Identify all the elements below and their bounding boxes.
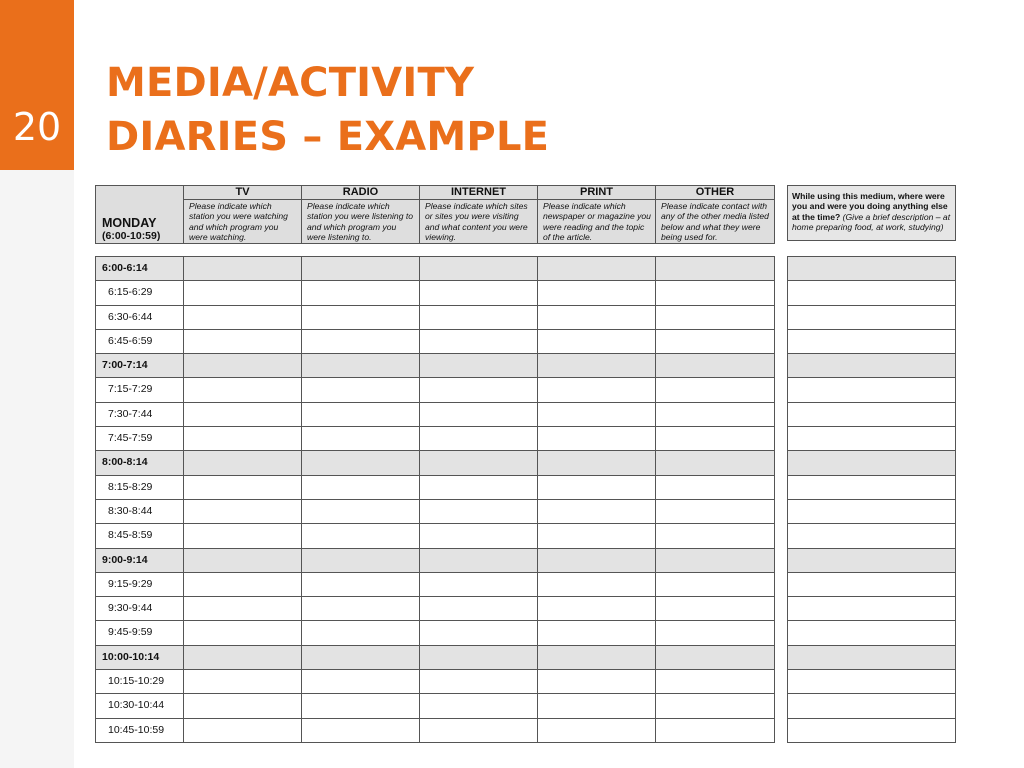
context-row [788, 281, 956, 305]
entry-cell-other[interactable] [656, 572, 775, 596]
context-row [788, 621, 956, 645]
time-slot-label: 8:00-8:14 [96, 451, 184, 475]
entry-cell-internet[interactable] [420, 427, 538, 451]
time-slot-row [96, 499, 775, 523]
entry-cell-tv[interactable] [184, 597, 302, 621]
entry-cell-tv[interactable] [184, 645, 302, 669]
entry-cell-tv[interactable] [184, 354, 302, 378]
slide-title-line-2: DIARIES – EXAMPLE [106, 114, 550, 160]
context-row [788, 670, 956, 694]
entry-cell-other[interactable] [656, 645, 775, 669]
time-slot-row [96, 645, 775, 669]
entry-cell-internet[interactable] [420, 329, 538, 353]
time-slot-row [96, 451, 775, 475]
time-slot-label: 8:30-8:44 [96, 499, 184, 523]
entry-cell-radio[interactable] [302, 621, 420, 645]
entry-cell-print[interactable] [538, 718, 656, 742]
column-header-other: OTHER [656, 186, 775, 200]
entry-cell-tv[interactable] [184, 524, 302, 548]
entry-cell-radio[interactable] [302, 427, 420, 451]
time-slot-label: 8:15-8:29 [96, 475, 184, 499]
entry-cell-print[interactable] [538, 670, 656, 694]
entry-cell-print[interactable] [538, 548, 656, 572]
entry-cell-tv[interactable] [184, 427, 302, 451]
entry-cell-print[interactable] [538, 305, 656, 329]
entry-cell-print[interactable] [538, 694, 656, 718]
time-slot-label: 7:15-7:29 [96, 378, 184, 402]
entry-cell-tv[interactable] [184, 670, 302, 694]
time-slot-label: 9:15-9:29 [96, 572, 184, 596]
context-entry-cell[interactable] [788, 329, 956, 353]
entry-cell-other[interactable] [656, 475, 775, 499]
diary-grid [95, 256, 775, 743]
context-row [788, 427, 956, 451]
slide-number-box [0, 0, 74, 170]
entry-cell-internet[interactable] [420, 524, 538, 548]
entry-cell-other[interactable] [656, 694, 775, 718]
entry-cell-print[interactable] [538, 451, 656, 475]
entry-cell-internet[interactable] [420, 572, 538, 596]
time-slot-row [96, 354, 775, 378]
entry-cell-radio[interactable] [302, 694, 420, 718]
context-entry-cell[interactable] [788, 645, 956, 669]
entry-cell-tv[interactable] [184, 475, 302, 499]
context-entry-cell[interactable] [788, 572, 956, 596]
time-slot-label: 6:15-6:29 [96, 281, 184, 305]
time-slot-label: 7:00-7:14 [96, 354, 184, 378]
time-slot-label: 9:30-9:44 [96, 597, 184, 621]
entry-cell-radio[interactable] [302, 305, 420, 329]
column-header-radio: RADIO [302, 186, 420, 200]
slide-title-line-1: MEDIA/ACTIVITY [106, 60, 475, 106]
entry-cell-other[interactable] [656, 524, 775, 548]
entry-cell-radio[interactable] [302, 597, 420, 621]
entry-cell-internet[interactable] [420, 451, 538, 475]
entry-cell-tv[interactable] [184, 281, 302, 305]
context-row [788, 499, 956, 523]
context-entry-cell[interactable] [788, 305, 956, 329]
entry-cell-print[interactable] [538, 427, 656, 451]
entry-cell-radio[interactable] [302, 281, 420, 305]
context-grid [787, 256, 956, 743]
entry-cell-other[interactable] [656, 718, 775, 742]
day-header-cell [96, 186, 184, 244]
entry-cell-radio[interactable] [302, 499, 420, 523]
time-slot-label: 10:00-10:14 [96, 645, 184, 669]
entry-cell-other[interactable] [656, 378, 775, 402]
entry-cell-radio[interactable] [302, 572, 420, 596]
time-slot-label: 10:30-10:44 [96, 694, 184, 718]
entry-cell-radio[interactable] [302, 524, 420, 548]
entry-cell-internet[interactable] [420, 645, 538, 669]
time-slot-row [96, 475, 775, 499]
entry-cell-print[interactable] [538, 572, 656, 596]
time-slot-label: 9:00-9:14 [96, 548, 184, 572]
entry-cell-radio[interactable] [302, 378, 420, 402]
time-slot-row [96, 402, 775, 426]
context-entry-cell[interactable] [788, 597, 956, 621]
entry-cell-print[interactable] [538, 499, 656, 523]
context-row [788, 305, 956, 329]
time-slot-row [96, 597, 775, 621]
context-row [788, 597, 956, 621]
entry-cell-print[interactable] [538, 475, 656, 499]
entry-cell-radio[interactable] [302, 475, 420, 499]
entry-cell-print[interactable] [538, 329, 656, 353]
time-slot-row [96, 524, 775, 548]
context-row [788, 402, 956, 426]
slide-number: 20 [12, 105, 62, 149]
slide-title [106, 56, 549, 164]
context-row [788, 645, 956, 669]
context-entry-cell[interactable] [788, 427, 956, 451]
context-entry-cell[interactable] [788, 354, 956, 378]
column-header-print: PRINT [538, 186, 656, 200]
context-entry-cell[interactable] [788, 548, 956, 572]
entry-cell-other[interactable] [656, 281, 775, 305]
entry-cell-internet[interactable] [420, 402, 538, 426]
time-slot-label: 6:30-6:44 [96, 305, 184, 329]
context-question-table [787, 185, 956, 241]
entry-cell-internet[interactable] [420, 597, 538, 621]
entry-cell-tv[interactable] [184, 621, 302, 645]
context-entry-cell[interactable] [788, 257, 956, 281]
entry-cell-internet[interactable] [420, 354, 538, 378]
entry-cell-tv[interactable] [184, 329, 302, 353]
time-slot-row [96, 718, 775, 742]
entry-cell-other[interactable] [656, 670, 775, 694]
day-label: MONDAY [102, 215, 157, 230]
context-entry-cell[interactable] [788, 499, 956, 523]
time-slot-row [96, 694, 775, 718]
time-slot-label: 6:00-6:14 [96, 257, 184, 281]
entry-cell-radio[interactable] [302, 402, 420, 426]
context-entry-cell[interactable] [788, 281, 956, 305]
entry-cell-internet[interactable] [420, 281, 538, 305]
entry-cell-print[interactable] [538, 378, 656, 402]
time-slot-label: 7:30-7:44 [96, 402, 184, 426]
entry-cell-radio[interactable] [302, 670, 420, 694]
time-slot-label: 10:45-10:59 [96, 718, 184, 742]
entry-cell-internet[interactable] [420, 621, 538, 645]
context-row [788, 451, 956, 475]
entry-cell-print[interactable] [538, 402, 656, 426]
entry-cell-radio[interactable] [302, 257, 420, 281]
time-slot-label: 9:45-9:59 [96, 621, 184, 645]
entry-cell-radio[interactable] [302, 329, 420, 353]
entry-cell-internet[interactable] [420, 257, 538, 281]
entry-cell-internet[interactable] [420, 694, 538, 718]
entry-cell-tv[interactable] [184, 548, 302, 572]
context-row [788, 354, 956, 378]
entry-cell-radio[interactable] [302, 548, 420, 572]
context-entry-cell[interactable] [788, 402, 956, 426]
entry-cell-internet[interactable] [420, 718, 538, 742]
column-description-internet: Please indicate which sites or sites you were visiting and what content you were viewing. [420, 200, 538, 244]
time-slot-row [96, 281, 775, 305]
context-row [788, 524, 956, 548]
entry-cell-internet[interactable] [420, 305, 538, 329]
column-description-other: Please indicate contact with any of the other media listed below and what they were being used for. [656, 200, 775, 244]
time-slot-row [96, 378, 775, 402]
time-slot-row [96, 329, 775, 353]
time-slot-row [96, 548, 775, 572]
context-row [788, 718, 956, 742]
entry-cell-print[interactable] [538, 645, 656, 669]
entry-cell-internet[interactable] [420, 670, 538, 694]
entry-cell-print[interactable] [538, 621, 656, 645]
entry-cell-tv[interactable] [184, 305, 302, 329]
entry-cell-tv[interactable] [184, 694, 302, 718]
context-entry-cell[interactable] [788, 475, 956, 499]
entry-cell-other[interactable] [656, 548, 775, 572]
column-description-radio: Please indicate which station you were listening to and which program you were listening to. [302, 200, 420, 244]
entry-cell-other[interactable] [656, 354, 775, 378]
entry-cell-tv[interactable] [184, 718, 302, 742]
entry-cell-print[interactable] [538, 354, 656, 378]
column-description-print: Please indicate which newspaper or magazine you were reading and the topic of the article. [538, 200, 656, 244]
context-row [788, 257, 956, 281]
entry-cell-internet[interactable] [420, 548, 538, 572]
time-slot-label: 7:45-7:59 [96, 427, 184, 451]
entry-cell-other[interactable] [656, 427, 775, 451]
column-header-internet: INTERNET [420, 186, 538, 200]
entry-cell-print[interactable] [538, 257, 656, 281]
context-row [788, 548, 956, 572]
context-entry-cell[interactable] [788, 451, 956, 475]
entry-cell-radio[interactable] [302, 645, 420, 669]
time-slot-label: 10:15-10:29 [96, 670, 184, 694]
entry-cell-other[interactable] [656, 257, 775, 281]
entry-cell-tv[interactable] [184, 572, 302, 596]
context-row [788, 378, 956, 402]
day-time-range: (6:00-10:59) [102, 229, 161, 242]
time-slot-label: 6:45-6:59 [96, 329, 184, 353]
context-row [788, 475, 956, 499]
entry-cell-print[interactable] [538, 524, 656, 548]
context-entry-cell[interactable] [788, 694, 956, 718]
entry-cell-other[interactable] [656, 621, 775, 645]
entry-cell-internet[interactable] [420, 499, 538, 523]
context-question: While using this medium, where were you and were you doing anything else at the time? [792, 191, 948, 222]
time-slot-row [96, 621, 775, 645]
time-slot-row [96, 305, 775, 329]
context-row [788, 572, 956, 596]
column-description-tv: Please indicate which station you were watching and which program you were watching. [184, 200, 302, 244]
context-entry-cell[interactable] [788, 524, 956, 548]
column-header-tv: TV [184, 186, 302, 200]
entry-cell-internet[interactable] [420, 475, 538, 499]
time-slot-row [96, 572, 775, 596]
context-question-hint: (Give a brief description – at home preparing food, at work, studying) [792, 211, 951, 233]
entry-cell-print[interactable] [538, 281, 656, 305]
time-slot-label: 8:45-8:59 [96, 524, 184, 548]
context-question-cell [788, 186, 956, 241]
diary-header-table [95, 185, 775, 244]
entry-cell-other[interactable] [656, 499, 775, 523]
context-entry-cell[interactable] [788, 670, 956, 694]
entry-cell-tv[interactable] [184, 402, 302, 426]
entry-cell-other[interactable] [656, 451, 775, 475]
entry-cell-other[interactable] [656, 597, 775, 621]
entry-cell-tv[interactable] [184, 378, 302, 402]
context-row [788, 329, 956, 353]
entry-cell-other[interactable] [656, 329, 775, 353]
entry-cell-radio[interactable] [302, 354, 420, 378]
time-slot-row [96, 427, 775, 451]
entry-cell-other[interactable] [656, 305, 775, 329]
entry-cell-other[interactable] [656, 402, 775, 426]
context-entry-cell[interactable] [788, 378, 956, 402]
entry-cell-tv[interactable] [184, 257, 302, 281]
entry-cell-print[interactable] [538, 597, 656, 621]
time-slot-row [96, 670, 775, 694]
entry-cell-tv[interactable] [184, 451, 302, 475]
context-entry-cell[interactable] [788, 621, 956, 645]
entry-cell-radio[interactable] [302, 451, 420, 475]
context-entry-cell[interactable] [788, 718, 956, 742]
entry-cell-tv[interactable] [184, 499, 302, 523]
entry-cell-internet[interactable] [420, 378, 538, 402]
entry-cell-radio[interactable] [302, 718, 420, 742]
context-row [788, 694, 956, 718]
time-slot-row [96, 257, 775, 281]
